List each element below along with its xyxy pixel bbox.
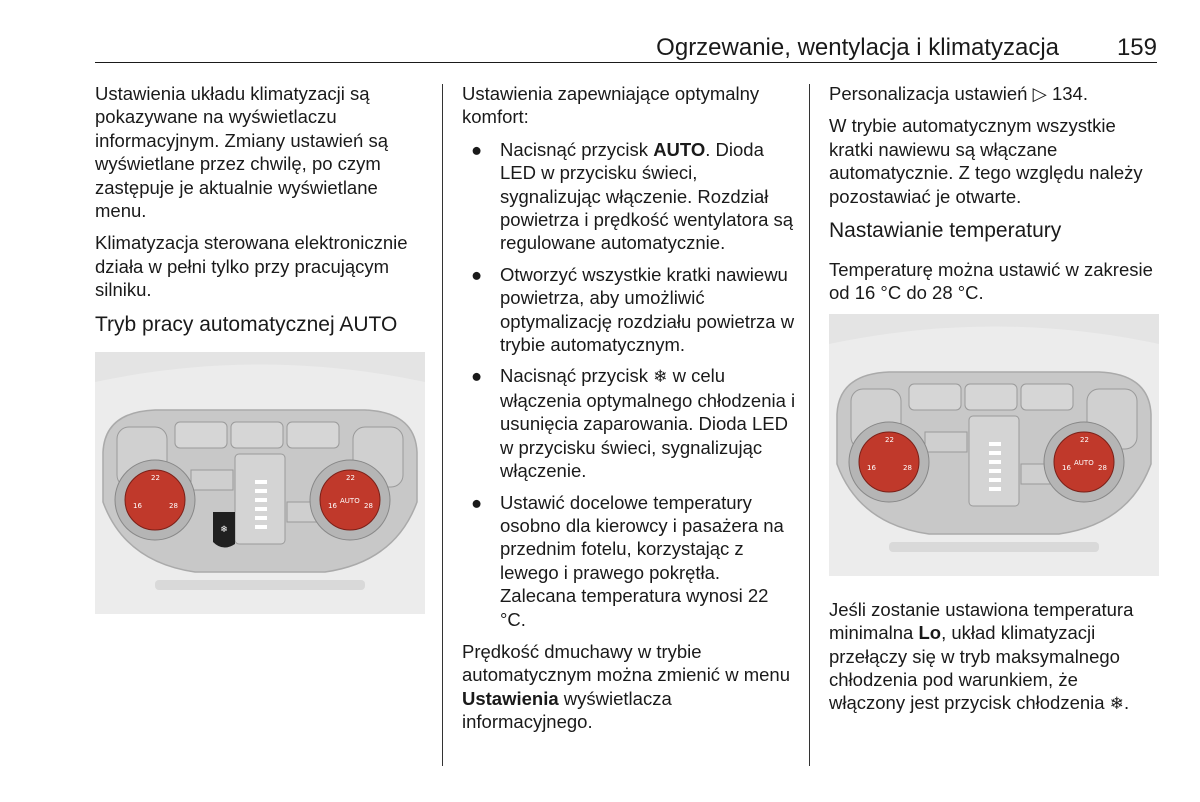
column-divider-1	[442, 84, 443, 766]
fan-level-bar	[989, 442, 1001, 446]
center-left-button	[231, 422, 283, 448]
dial-min-label: 16	[1062, 463, 1071, 472]
page-header	[95, 34, 1157, 63]
recirculation-button	[191, 470, 233, 490]
paragraph-comfort-intro: Ustawienia zapewniające optymalny komfort:	[462, 83, 760, 128]
dial-mid-label: 22	[885, 435, 894, 444]
bullet-icon: ●	[471, 138, 483, 160]
recirculation-button	[925, 432, 967, 452]
page-number: 159	[1116, 34, 1157, 61]
center-right-button	[1021, 384, 1073, 410]
heading-auto-mode: Tryb pracy automatycznej AUTO	[95, 312, 398, 336]
dial-mid-label: 22	[1080, 435, 1089, 444]
column-3	[829, 82, 1159, 725]
cooling-icon: ❄	[653, 367, 668, 387]
list-item: ● Nacisnąć przycisk ❄ w celu włączenia optymalnego chłodzenia i usunięcia zaparowania. Dioda LED w przycisku świeci, sygnalizując włączenie.	[471, 365, 796, 482]
center-right-button	[287, 422, 339, 448]
instruction-list	[462, 138, 797, 631]
dial-max-label: 28	[169, 501, 178, 510]
heading-temperature: Nastawianie temperatury	[829, 219, 1062, 243]
chapter-title: Ogrzewanie, wentylacja i klimatyzacja	[656, 34, 1059, 61]
lower-trim	[889, 542, 1099, 552]
list-item: ● Nacisnąć przycisk AUTO. Dioda LED w przycisku świeci, sygnalizując włączenie. Rozdział powietrza i prędkość wentylatora są regulowane automatycznie.	[471, 138, 794, 254]
center-left-button	[965, 384, 1017, 410]
lo-keyword: Lo	[918, 622, 942, 644]
dial-min-label: 16	[867, 463, 876, 472]
dial-mid-label: 22	[151, 473, 160, 482]
fan-level-bar	[255, 516, 267, 520]
paragraph-personalization: Personalizacja ustawień ▷ 134.	[829, 83, 1088, 104]
page-reference-icon: ▷	[1032, 83, 1047, 104]
left-button	[909, 384, 961, 410]
dial-min-label: 16	[133, 501, 142, 510]
column-divider-2	[809, 84, 810, 766]
list-item: ● Otworzyć wszystkie kratki nawiewu powietrza, aby umożliwić optymalizację rozdziału powietrza w trybie automatycznym.	[471, 263, 795, 356]
fan-level-bar	[255, 498, 267, 502]
bullet-icon: ●	[471, 491, 483, 513]
dial-mid-label: 22	[346, 473, 355, 482]
left-button	[175, 422, 227, 448]
fan-level-bar	[989, 460, 1001, 464]
climate-panel-illustration-temperature	[829, 314, 1159, 576]
paragraph-blower-speed: Prędkość dmuchawy w trybie automatycznym można zmienić w menu Ustawienia wyświetlacza informacyjnego.	[462, 640, 790, 733]
page-reference: 134.	[1046, 83, 1088, 104]
fan-level-bar	[989, 478, 1001, 482]
auto-label: AUTO	[340, 496, 360, 505]
climate-panel-illustration-auto	[95, 352, 425, 614]
fan-level-bar	[989, 487, 1001, 491]
auto-label: AUTO	[1074, 458, 1094, 467]
bullet-icon: ●	[471, 365, 483, 387]
paragraph-air-vents: W trybie automatycznym wszystkie kratki nawiewu są włączane automatycznie. Z tego względu należy pozostawiać je otwarte.	[829, 115, 1143, 207]
paragraph-display-info: Ustawienia układu klimatyzacji są pokazywane na wyświetlaczu informacyjnym. Zmiany ustawień są wyświetlane przez chwilę, po czym zastępuje je aktualnie wyświetlane menu.	[95, 83, 389, 222]
fan-level-bar	[255, 489, 267, 493]
cooling-icon: ❄	[1109, 694, 1124, 714]
dial-min-label: 16	[328, 501, 337, 510]
auto-keyword: AUTO	[653, 138, 706, 160]
fan-level-bar	[989, 469, 1001, 473]
paragraph-min-temperature: Jeśli zostanie ustawiona temperatura minimalna Lo, układ klimatyzacji przełączy się w tryb maksymalnego chłodzenia pod warunkiem, że włączony jest przycisk chłodzenia ❄.	[829, 598, 1134, 714]
list-item: ● Ustawić docelowe temperatury osobno dla kierowcy i pasażera na przednim fotelu, korzystając z lewego i prawego pokrętła. Zalecana temperatura wynosi 22 °C.	[471, 491, 784, 630]
cooling-icon: ❄	[220, 524, 228, 535]
settings-menu-keyword: Ustawienia	[462, 687, 559, 709]
fan-level-bar	[255, 507, 267, 511]
dial-max-label: 28	[903, 463, 912, 472]
fan-level-bar	[255, 525, 267, 529]
column-2	[462, 82, 797, 743]
dial-max-label: 28	[1098, 463, 1107, 472]
fan-level-bar	[989, 451, 1001, 455]
paragraph-engine-note: Klimatyzacja sterowana elektronicznie działa w pełni tylko przy pracującym silniku.	[95, 232, 408, 301]
column-1	[95, 82, 425, 614]
fan-level-bar	[255, 480, 267, 484]
bullet-icon: ●	[471, 263, 483, 285]
lower-trim	[155, 580, 365, 590]
paragraph-temperature-range: Temperaturę można ustawić w zakresie od 16 °C do 28 °C.	[829, 259, 1153, 304]
dial-max-label: 28	[364, 501, 373, 510]
